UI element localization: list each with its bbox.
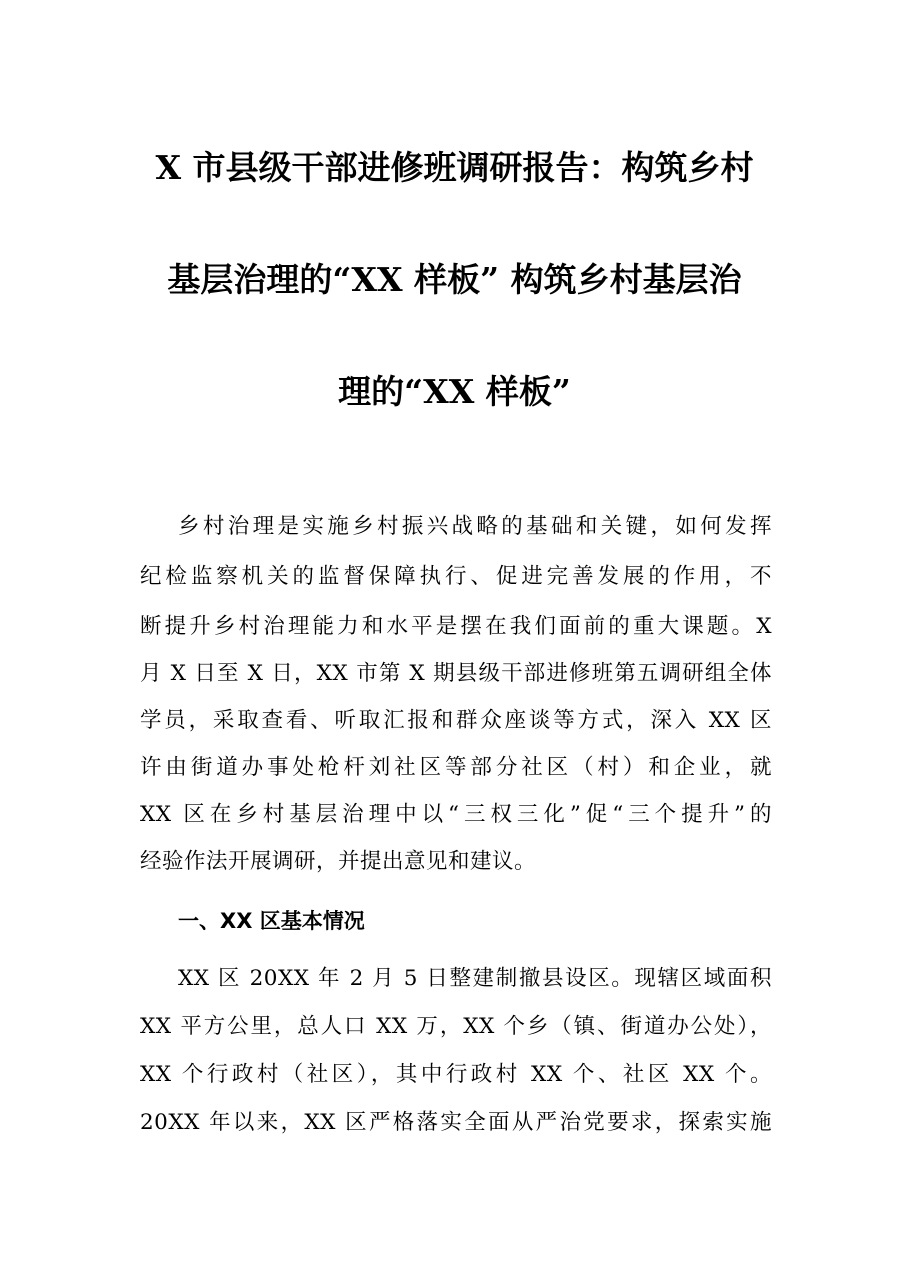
paragraph-1-line-4: 月 X 日至 X 日，XX 市第 X 期县级干部进修班第五调研组全体 <box>140 661 772 686</box>
paragraph-1-line-5: 学员，采取查看、听取汇报和群众座谈等方式，深入 XX 区 <box>140 708 772 733</box>
document-title-line-2: 基层治理的“XX 样板” 构筑乡村基层治 <box>167 260 742 299</box>
paragraph-1-line-3: 断提升乡村治理能力和水平是摆在我们面前的重大课题。X <box>140 614 772 639</box>
document-title-line-3: 理的“XX 样板” <box>338 372 571 411</box>
paragraph-1-line-1: 乡村治理是实施乡村振兴战略的基础和关键，如何发挥 <box>178 514 772 539</box>
paragraph-2-line-1: XX 区 20XX 年 2 月 5 日整建制撤县设区。现辖区域面积 <box>178 966 772 991</box>
paragraph-1-line-7: XX 区在乡村基层治理中以“三权三化”促“三个提升”的 <box>140 802 772 827</box>
paragraph-2-line-4: 20XX 年以来，XX 区严格落实全面从严治党要求，探索实施 <box>140 1110 772 1135</box>
paragraph-1-line-6: 许由街道办事处枪杆刘社区等部分社区（村）和企业，就 <box>140 755 772 780</box>
document-title-line-1: X 市县级干部进修班调研报告：构筑乡村 <box>155 148 754 187</box>
paragraph-2-line-2: XX 平方公里，总人口 XX 万，XX 个乡（镇、街道办公处）， <box>140 1014 772 1039</box>
paragraph-1-line-2: 纪检监察机关的监督保障执行、促进完善发展的作用，不 <box>140 564 772 589</box>
paragraph-2-line-3: XX 个行政村（社区），其中行政村 XX 个、社区 XX 个。 <box>140 1062 772 1087</box>
paragraph-1-line-8: 经验作法开展调研，并提出意见和建议。 <box>140 849 537 874</box>
section-1-heading: 一、XX 区基本情况 <box>178 909 365 933</box>
